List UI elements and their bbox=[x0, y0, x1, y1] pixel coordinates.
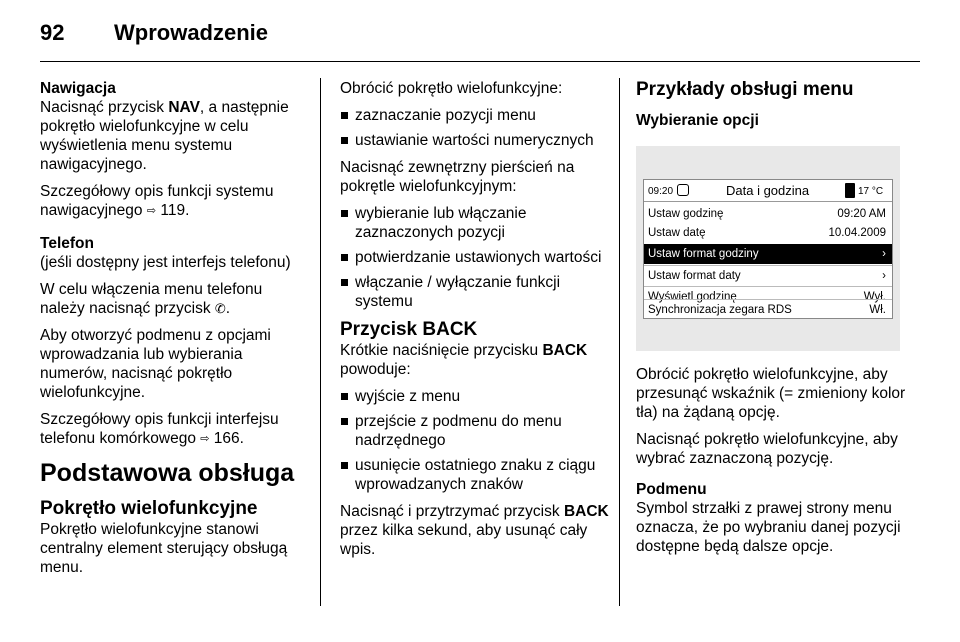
subsection-heading: Pokrętło wielofunkcyjne bbox=[40, 498, 258, 519]
press-list bbox=[340, 204, 610, 311]
menu-row[interactable] bbox=[644, 265, 892, 285]
page-title: Wprowadzenie bbox=[114, 20, 269, 45]
text: Szczegółowy opis funkcji interfejsu telefonu komórkowego bbox=[40, 411, 279, 447]
submenu-paragraph: Symbol strzałki z prawej strony menu oznacza, że po wybraniu danej pozycji dostępne będą dalsze opcje. bbox=[636, 500, 901, 555]
nav-key-label: NAV bbox=[168, 99, 200, 116]
display-status-bar bbox=[644, 180, 892, 202]
menu-row-label: Wyświetl godzinę bbox=[648, 291, 737, 303]
text: powoduje: bbox=[340, 361, 411, 378]
knob-paragraph: Pokrętło wielofunkcyjne stanowi centralny element sterujący obsługą menu. bbox=[40, 521, 288, 576]
text: . bbox=[225, 300, 231, 317]
tel-paragraph-4 bbox=[40, 410, 310, 450]
back-key-label: BACK bbox=[563, 503, 609, 520]
tel-paragraph-3: Aby otworzyć podmenu z opcjami wprowadzania lub wybierania numerów, nacisnąć pokrętło wielofunkcyjne. bbox=[40, 327, 271, 401]
text: W celu włączenia menu telefonu należy nacisnąć przycisk bbox=[40, 281, 263, 317]
menu-row-value: 09:20 AM bbox=[837, 208, 886, 220]
menu-row-label: Synchronizacja zegara RDS bbox=[648, 304, 792, 316]
page-ref-link[interactable]: 166. bbox=[213, 430, 244, 447]
clock-icon bbox=[677, 184, 689, 196]
page-ref-icon: ⇨ bbox=[146, 205, 157, 217]
list-item: potwierdzanie ustawionych wartości bbox=[340, 248, 610, 267]
nav-paragraph-2 bbox=[40, 182, 310, 222]
display-temperature: 17 °C bbox=[858, 186, 884, 197]
menu-row-label: Ustaw godzinę bbox=[648, 208, 724, 220]
menu-row-label: Ustaw format daty bbox=[648, 270, 741, 282]
back-list bbox=[340, 387, 610, 494]
back-heading: Przycisk BACK bbox=[340, 319, 478, 340]
select-paragraph-1: Obrócić pokrętło wielofunkcyjne, aby przesunąć wskaźnik (= zmieniony kolor tła) na żądaną opcję. bbox=[636, 366, 906, 421]
list-item: wyjście z menu bbox=[340, 387, 610, 406]
phone-icon: ✆ bbox=[214, 301, 226, 316]
header-rule bbox=[40, 61, 920, 62]
page-number: 92 bbox=[40, 20, 65, 45]
nav-paragraph-1 bbox=[40, 98, 310, 174]
menu-row-selected[interactable] bbox=[644, 244, 892, 264]
tel-paragraph-1: (jeśli dostępny jest interfejs telefonu) bbox=[40, 254, 291, 271]
text: przez kilka sekund, aby usunąć cały wpis. bbox=[340, 522, 588, 558]
list-item: przejście z podmenu do menu nadrzędnego bbox=[340, 412, 610, 450]
back-paragraph bbox=[340, 341, 610, 379]
menu-row[interactable] bbox=[644, 223, 892, 243]
submenu-title: Podmenu bbox=[636, 481, 707, 498]
back-key-label: BACK bbox=[542, 342, 588, 359]
display-screenshot bbox=[636, 146, 900, 351]
menu-row-label: Ustaw datę bbox=[648, 227, 706, 239]
list-item: wybieranie lub włączanie zaznaczonych pozycji bbox=[340, 204, 610, 242]
select-paragraph-2: Nacisnąć pokrętło wielofunkcyjne, aby wybrać zaznaczoną pozycję. bbox=[636, 431, 898, 467]
column-divider-1 bbox=[320, 78, 321, 606]
list-item: ustawianie wartości numerycznych bbox=[340, 131, 610, 150]
select-option-heading: Wybieranie opcji bbox=[636, 112, 759, 129]
menu-row-value: Wł. bbox=[869, 304, 886, 316]
menu-row[interactable] bbox=[644, 204, 892, 224]
section-heading: Podstawowa obsługa bbox=[40, 459, 295, 487]
text: Szczegółowy opis funkcji systemu nawigacyjnego bbox=[40, 183, 274, 219]
menu-row-value: Wył. bbox=[863, 291, 886, 303]
chevron-right-icon: › bbox=[882, 270, 886, 282]
chevron-right-icon: › bbox=[882, 248, 886, 260]
column-2 bbox=[340, 79, 610, 567]
menu-row-value: 10.04.2009 bbox=[828, 227, 886, 239]
display-panel bbox=[643, 179, 893, 319]
page-header bbox=[40, 20, 920, 52]
list-item: usunięcie ostatniego znaku z ciągu wprowadzanych znaków bbox=[340, 456, 610, 494]
tel-section-title: Telefon bbox=[40, 235, 94, 252]
column-divider-2 bbox=[619, 78, 620, 606]
text: , a następnie pokrętło wielofunkcyjne w celu wyświetlenia menu systemu nawigacyjnego. bbox=[40, 99, 289, 173]
text: Nacisnąć i przytrzymać przycisk bbox=[340, 503, 564, 520]
menu-row[interactable] bbox=[644, 299, 892, 319]
column-3 bbox=[636, 79, 920, 564]
text: Krótkie naciśnięcie przycisku bbox=[340, 342, 543, 359]
page-ref-link[interactable]: 119. bbox=[160, 202, 190, 219]
hold-paragraph bbox=[340, 502, 610, 559]
examples-heading: Przykłady obsługi menu bbox=[636, 79, 854, 100]
display-time: 09:20 bbox=[648, 186, 674, 197]
list-item: zaznaczanie pozycji menu bbox=[340, 106, 610, 125]
display-title: Data i godzina bbox=[726, 183, 810, 198]
column-1 bbox=[40, 79, 310, 585]
tel-paragraph-2 bbox=[40, 280, 310, 318]
page-ref-icon: ⇨ bbox=[200, 433, 210, 445]
list-item: włączanie / wyłączanie funkcji systemu bbox=[340, 273, 610, 311]
phone-status-icon bbox=[845, 183, 855, 198]
menu-row-label: Ustaw format godziny bbox=[648, 248, 759, 260]
nav-section-title: Nawigacja bbox=[40, 80, 116, 97]
rotate-paragraph: Obrócić pokrętło wielofunkcyjne: bbox=[340, 80, 563, 97]
text: Nacisnąć przycisk bbox=[40, 99, 169, 116]
rotate-list bbox=[340, 106, 610, 150]
press-paragraph: Nacisnąć zewnętrzny pierścień na pokrętle wielofunkcyjnym: bbox=[340, 159, 575, 195]
